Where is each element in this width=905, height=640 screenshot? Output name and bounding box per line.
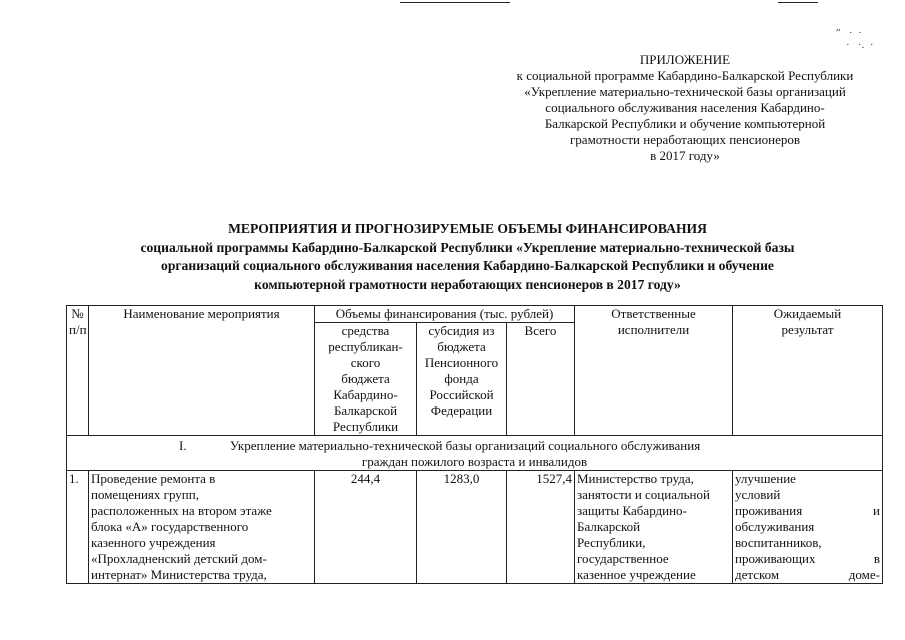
header-result [733, 306, 883, 436]
header-text: Наименование мероприятия [123, 306, 280, 321]
header-text: средства [341, 323, 390, 338]
cell-line: Республики, [577, 535, 646, 550]
header-text: субсидия из [428, 323, 495, 338]
cell-line: казенного учреждения [91, 535, 216, 550]
row-executors [575, 471, 733, 584]
scan-artifact-marks: ″ · · [836, 27, 862, 39]
scan-artifact-marks-2: · ·. · [846, 39, 874, 51]
header-text: республикан- [328, 339, 403, 354]
section-title-2: граждан пожилого возраста и инвалидов [361, 454, 588, 469]
header-text: Кабардино- [333, 387, 398, 402]
cell-line: занятости и социальной [577, 487, 710, 502]
cell-line: интернат» Министерства труда, [91, 567, 267, 582]
header-text: № [71, 306, 84, 321]
title-line: МЕРОПРИЯТИЯ И ПРОГНОЗИРУЕМЫЕ ОБЪЕМЫ ФИНАНСИРОВАНИЯ [228, 221, 707, 236]
cell-line: блока «А» государственного [91, 519, 249, 534]
cell-line: расположенных на втором этаже [91, 503, 272, 518]
cell-line: «Прохладненский детский дом- [91, 551, 267, 566]
appendix-line: грамотности неработающих пенсионеров [569, 132, 801, 147]
header-text: Республики [332, 419, 399, 434]
row-republic-budget: 244,4 [315, 471, 417, 584]
appendix-line: ПРИЛОЖЕНИЕ [639, 52, 731, 67]
appendix-line: Балкарской Республики и обучение компьютерной [544, 116, 826, 131]
header-name [89, 306, 315, 436]
row-expected-result [733, 471, 883, 584]
header-text: результат [781, 322, 834, 337]
header-text: Пенсионного [424, 355, 499, 370]
header-text: исполнители [617, 322, 690, 337]
table-header-row [67, 306, 883, 323]
header-text: Объемы финансирования (тыс. рублей) [335, 306, 554, 321]
header-executors [575, 306, 733, 436]
header-text: Федерации [430, 403, 493, 418]
cell-line: казенное учреждение [577, 567, 696, 582]
header-text: Российской [429, 387, 494, 402]
cell-line: условий [735, 487, 781, 502]
header-text: Балкарской [333, 403, 398, 418]
header-republic-budget [315, 323, 417, 436]
cell-word: проживающих [735, 551, 816, 566]
header-pension-fund [417, 323, 507, 436]
appendix-line: социального обслуживания населения Кабардино- [545, 100, 825, 115]
cell-line-justified [735, 503, 880, 519]
title-line: социальной программы Кабардино-Балкарской Республики «Укрепление материально-технической базы [140, 239, 795, 255]
header-text: Ожидаемый [773, 306, 842, 321]
section-row [67, 436, 883, 471]
header-text: ского [350, 355, 381, 370]
appendix-line: к социальной программе Кабардино-Балкарской Республики [516, 68, 854, 83]
cell-line: Министерство труда, [577, 471, 694, 486]
section-line-1 [71, 438, 878, 454]
cell-word: доме- [848, 567, 880, 582]
scan-artifact-top-line [400, 2, 510, 3]
cell-line-justified [735, 551, 880, 567]
cell-line: помещениях групп, [91, 487, 199, 502]
header-text: п/п [69, 322, 87, 337]
cell-line: обслуживания [735, 519, 815, 534]
cell-line: защиты Кабардино- [577, 503, 687, 518]
row-pension-fund: 1283,0 [417, 471, 507, 584]
cell-line: государственное [577, 551, 669, 566]
scan-artifact-top-line-2 [778, 2, 818, 3]
header-total [507, 323, 575, 436]
row-activity-name [89, 471, 315, 584]
cell-word: детском [735, 567, 780, 582]
cell-word: в [873, 551, 880, 566]
section-number: I. [179, 438, 187, 453]
document-title [40, 220, 895, 294]
header-text: Всего [524, 323, 557, 338]
appendix-header [480, 52, 890, 164]
appendix-line: «Укрепление материально-технической базы организаций [524, 84, 846, 99]
section-title-1: Укрепление материально-технической базы организаций социального обслуживания [229, 438, 701, 453]
row-total: 1527,4 [507, 471, 575, 584]
header-number [67, 306, 89, 436]
financing-table [66, 305, 883, 584]
appendix-line: в 2017 году» [650, 148, 720, 163]
title-line: организаций социального обслуживания населения Кабардино-Балкарской Республики и обучение [161, 258, 774, 273]
cell-line: улучшение [735, 471, 796, 486]
header-text: бюджета [437, 339, 486, 354]
cell-line-justified [735, 567, 880, 583]
cell-word: и [873, 503, 880, 518]
cell-line: Проведение ремонта в [91, 471, 216, 486]
table-row [67, 471, 883, 584]
cell-word: проживания [735, 503, 803, 518]
cell-line: воспитанников, [735, 535, 822, 550]
section-heading [67, 436, 883, 471]
title-line: компьютерной грамотности неработающих пенсионеров в 2017 году» [254, 276, 681, 292]
header-text: Ответственные [611, 306, 696, 321]
header-text: бюджета [341, 371, 390, 386]
row-number: 1. [67, 471, 89, 584]
header-funding [315, 306, 575, 323]
header-text: фонда [444, 371, 479, 386]
cell-line: Балкарской [577, 519, 641, 534]
